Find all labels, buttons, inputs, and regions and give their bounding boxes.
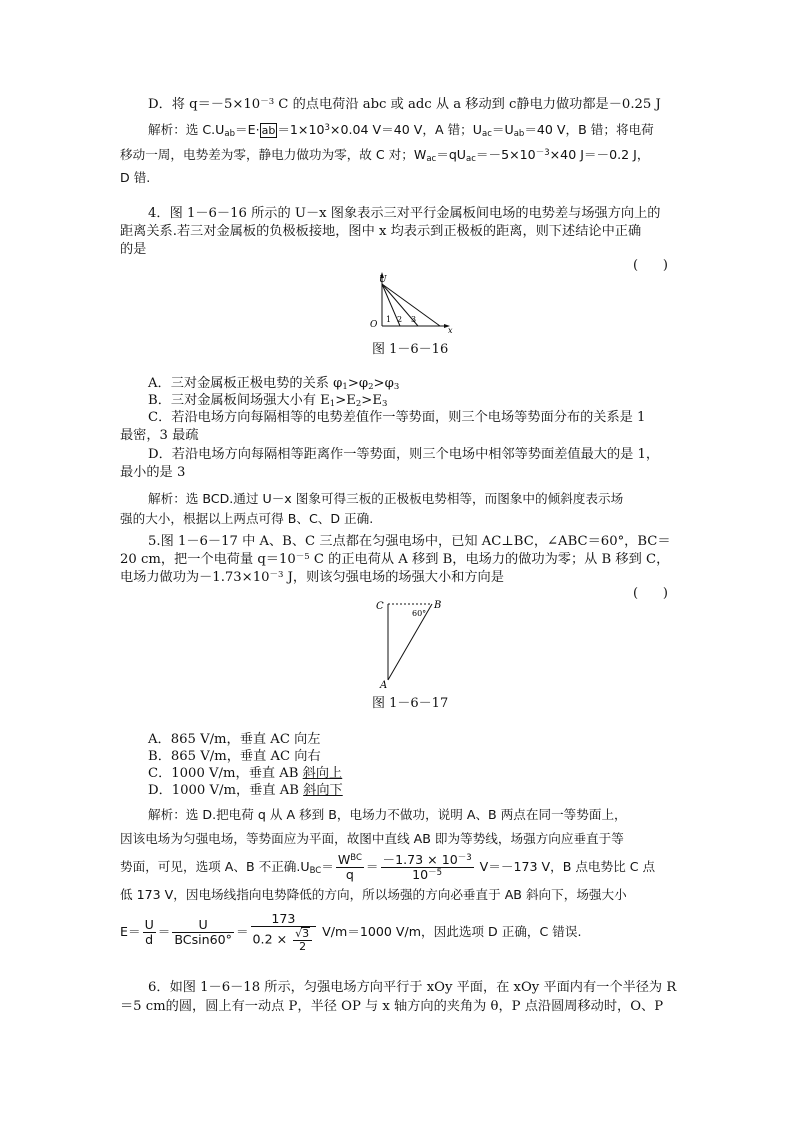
origin-label: O [370, 320, 378, 330]
q3-solution-line2: 移动一周，电势差为零，静电力做功为零，故 C 对；$W_{ac}=qU_{ac}=-5\times 10^{-3}\times 40$ J＝－0.2 J， [120, 147, 650, 164]
q4-option-c-line2: 最密，3 最疏 [120, 428, 199, 443]
q4-option-d-line2: 最小的是 3 [120, 465, 186, 480]
vertex-c-label: C [376, 601, 384, 612]
fraction-173-over-expr: 173 0.2 × $\frac{√3}{2}$ [251, 912, 317, 953]
fraction-u-over-d: $\frac{U}{d}$ [144, 917, 154, 947]
q4-option-c-line1: C．若沿电场方向每隔相等的电势差值作一等势面，则三个电场等势面分布的关系是 1 [148, 410, 646, 425]
fraction-sqrt3-over-2: $\frac{√3}{2}$ [293, 927, 312, 953]
axis-label-x: x [448, 326, 453, 334]
q5-solution-line5: E＝ $\frac{U}{d}$ ＝ $\frac{U}{BCsin60^\circ}$ ＝ 173 0.2 × $\frac{√3}{2}$ V/m＝1000 V/m，因此选项 D 正确，C 错误. [120, 911, 582, 953]
q3-option-d: D．将 $q=-5\times 10^{-3}$ C 的点电荷沿 abc 或 adc 从 a 移动到 c静电力做功都是－0.25 J [148, 97, 661, 112]
q6-stem-line2: ＝5 cm的圆，圆上有一动点 P，半径 OP 与 x 轴方向的夹角为 θ，P 点沿圆周移动时，O、P [120, 999, 664, 1014]
axis-label-u: U [379, 275, 387, 285]
q4-option-b: B．三对金属板间场强大小有 $E_1>E_2>E_3$ [148, 393, 388, 409]
q4-stem-line3: 的是 [120, 242, 147, 257]
line-label-1: 1 [386, 315, 392, 324]
angle-label: 60° [412, 609, 427, 618]
q4-answer-blank: ( ) [633, 258, 668, 273]
q4-stem-line2: 距离关系.若三对金属板的负极板接地，图中 x 均表示到正极板的距离，则下述结论中正确 [120, 224, 642, 239]
q5-stem-line3: 电场力做功为$-1.73\times 10^{-3}$ J，则该匀强电场的场强大小和方向是 [120, 570, 504, 585]
q4-option-a: A．三对金属板正极电势的关系 $\varphi_1>\varphi_2>\varphi_3$ [148, 376, 400, 392]
vertex-a-label: A [380, 680, 388, 691]
q5-triangle-figure [370, 596, 450, 692]
line-label-2: 2 [397, 315, 403, 324]
q5-solution-line4: 低 173 V，因电场线指向电势降低的方向，所以场强的方向必垂直于 AB 斜向下，场强大小 [120, 887, 627, 902]
q5-option-d: D．1000 V/m，垂直 AB 斜向下 [148, 783, 343, 798]
q5-option-c: C．1000 V/m，垂直 AB 斜向上 [148, 766, 343, 781]
q5-stem-line2: 20 cm，把一个电荷量 $q=10^{-5}$ C 的正电荷从 A 移到 B，电场力的做功为零；从 B 移到 C， [120, 552, 670, 567]
q6-stem-line1: 6．如图 1－6－18 所示，匀强电场方向平行于 xOy 平面，在 xOy 平面内有一个半径为 R [148, 980, 677, 995]
q5-option-b: B．865 V/m，垂直 AC 向右 [148, 749, 321, 764]
vertex-b-label: B [434, 600, 442, 611]
q3-solution-line3: D 错. [120, 170, 151, 185]
q4-figure-caption: 图 1－6－16 [372, 342, 449, 357]
fraction-w-over-q: $\frac{W^{BC}}{q}$ [337, 852, 362, 882]
q5-stem-line1: 5.图 1－6－17 中 A、B、C 三点都在匀强电场中，已知 AC⊥BC，∠ABC＝60°，BC＝ [148, 534, 671, 549]
q4-solution-line1: 解析：选 BCD.通过 U－x 图象可得三板的正极板电势相等，而图象中的倾斜度表示场 [148, 491, 624, 506]
q4-solution-line2: 强的大小，根据以上两点可得 B、C、D 正确. [120, 511, 374, 526]
fraction-u-over-bcsin: $\frac{U}{BCsin60^\circ}$ [174, 917, 232, 947]
q5-solution-line2: 因该电场为匀强电场，等势面应为平面，故图中直线 AB 即为等势线，场强方向应垂直于等 [120, 831, 624, 846]
q4-stem-line1: 4．图 1－6－16 所示的 U－x 图象表示三对平行金属板间电场的电势差与场强方向上的 [148, 206, 661, 221]
q5-figure-caption: 图 1－6－17 [372, 696, 449, 711]
q5-solution-line3: 势面，可见，选项 A、B 不正确$.U_{BC}=$ $\frac{W^{BC}}{q}$ ＝ $\frac{-1.73 \times 10^{-3}}{10^{-5}}$ V＝－173 V，B 点电势比 C 点 [120, 852, 656, 882]
overline-ab: ab [261, 124, 276, 137]
q4-option-d-line1: D．若沿电场方向每隔相等距离作一等势面，则三个电场中相邻等势面差值最大的是 1， [148, 447, 660, 462]
q5-solution-line1: 解析：选 D.把电荷 q 从 A 移到 B，电场力不做功，说明 A、B 两点在同一等势面上， [148, 807, 627, 822]
q3-solution-line1: 解析：选 $C.U_{ab}=E\cdot$ ab $=1\times 10^3\times 0.04$ V＝40 V，A 错；$U_{ac}=U_{ab}=40$ V，B 错；将电荷 [148, 122, 654, 139]
q5-option-a: A．865 V/m，垂直 AC 向左 [148, 732, 321, 747]
line-label-3: 3 [411, 315, 417, 324]
fraction-work-over-charge: $\frac{-1.73 \times 10^{-3}}{10^{-5}}$ [382, 852, 472, 882]
q5-answer-blank: ( ) [633, 586, 668, 601]
q4-ux-graph [364, 270, 456, 334]
